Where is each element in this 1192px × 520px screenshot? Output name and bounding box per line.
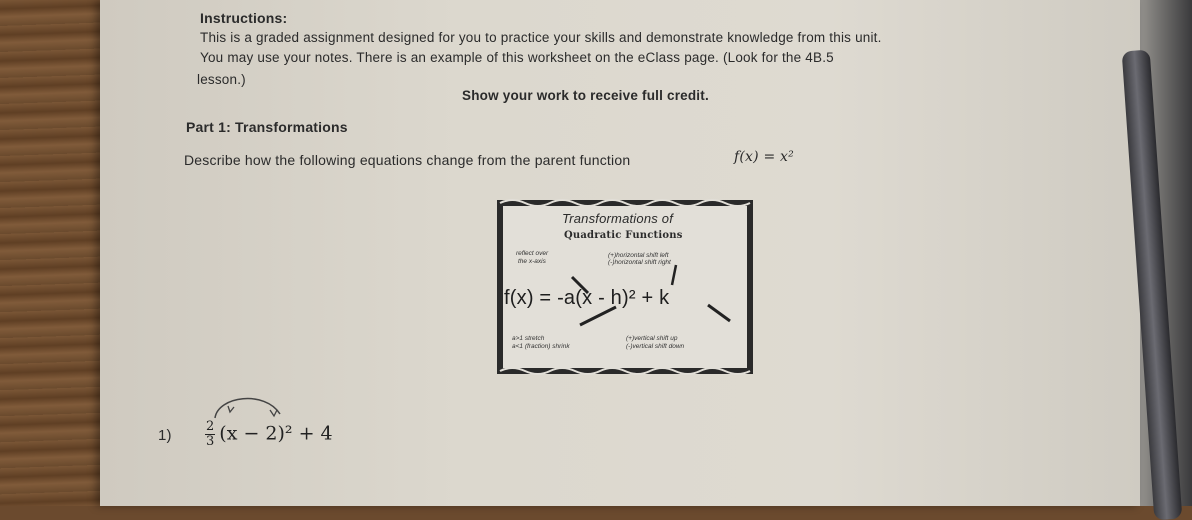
note-reflect-2: the x-axis: [518, 258, 546, 265]
note-a-1: a>1 stretch: [512, 335, 545, 342]
instructions-line-2: You may use your notes. There is an example of this worksheet on the eClass page. (Look for the 4B.5: [200, 50, 834, 65]
instructions-line-1: This is a graded assignment designed for you to practice your skills and demonstrate knowledge from this unit.: [200, 30, 882, 45]
coefficient-fraction: [205, 420, 215, 449]
note-a-2: a<1 (fraction) shrink: [512, 343, 570, 350]
note-vertical-1: (+)vertical shift up: [626, 335, 678, 342]
instructions-heading: Instructions:: [200, 10, 288, 26]
note-vertical-2: (-)vertical shift down: [626, 343, 685, 350]
part1-prompt: Describe how the following equations change from the parent function: [184, 152, 631, 168]
note-horizontal-2: (-)horizontal shift right: [608, 259, 671, 266]
part1-title: Part 1: Transformations: [186, 119, 348, 135]
transformations-graphic: [490, 195, 760, 380]
expression-body: (x − 2)² + 4: [219, 422, 333, 445]
fraction-numerator: 2: [206, 419, 215, 434]
handwritten-arrows: [210, 392, 290, 422]
note-horizontal-1: (+)horizontal shift left: [608, 252, 669, 259]
graphic-title: Transformations of: [562, 211, 674, 226]
note-reflect-1: reflect over: [516, 250, 549, 257]
instructions-line-3: lesson.): [197, 72, 246, 87]
parent-function: f(x) = x²: [734, 149, 794, 165]
credit-note: Show your work to receive full credit.: [462, 88, 709, 103]
fraction-denominator: 3: [206, 434, 215, 449]
vertex-form-equation: f(x) = -a(x - h)² + k: [504, 287, 670, 309]
graphic-subtitle: Quadratic Functions: [564, 230, 683, 241]
question-1-expression: [205, 420, 333, 449]
question-number: 1): [158, 427, 172, 444]
